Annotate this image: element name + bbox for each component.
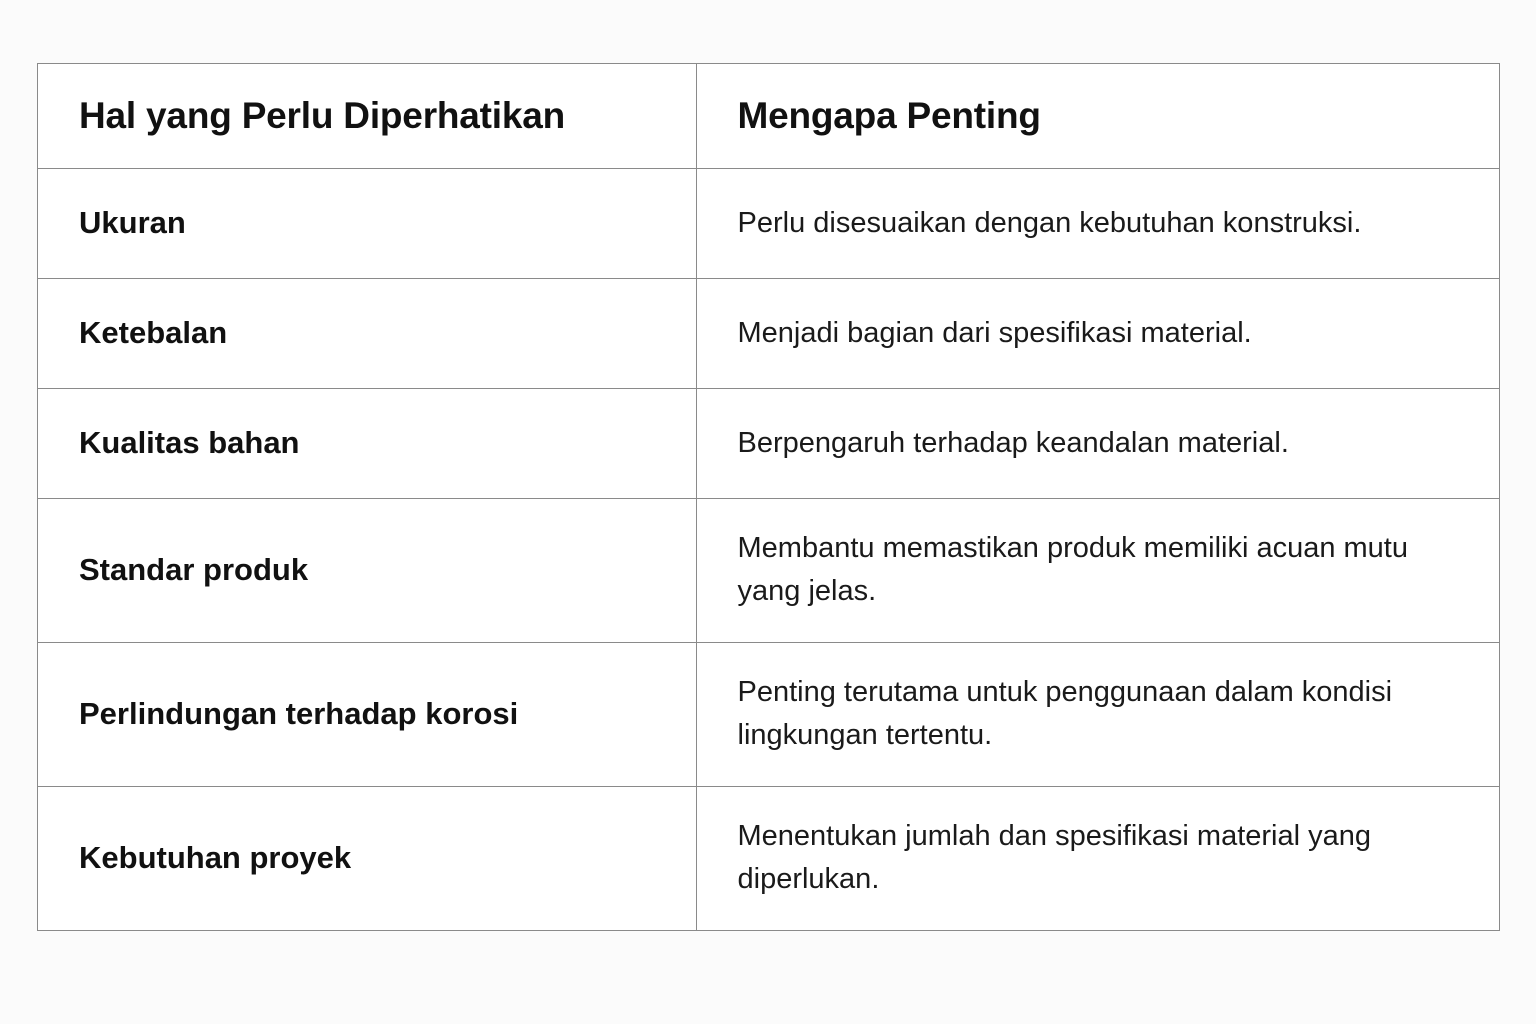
item-cell (38, 642, 696, 786)
item-text: Ukuran (79, 205, 186, 240)
reason-cell (696, 786, 1499, 930)
reason-text: Berpengaruh terhadap keandalan material. (737, 426, 1289, 459)
item-cell (38, 498, 696, 642)
item-cell (38, 278, 696, 388)
item-cell (38, 168, 696, 278)
table-header-row (38, 64, 1499, 168)
item-text: Kebutuhan proyek (79, 840, 352, 876)
column-header-reason (696, 64, 1499, 168)
table-row (38, 388, 1499, 498)
table-row (38, 278, 1499, 388)
column-header-reason-label: Mengapa Penting (737, 94, 1041, 136)
table-row (38, 642, 1499, 786)
reason-text: Membantu memastikan produk memiliki acuan mutu yang jelas. (737, 532, 1408, 607)
item-cell (38, 388, 696, 498)
table-row (38, 786, 1499, 930)
table-row (38, 498, 1499, 642)
item-text: Ketebalan (79, 315, 228, 350)
table-row (38, 168, 1499, 278)
reason-text: Menjadi bagian dari spesifikasi material. (737, 316, 1252, 349)
reason-text: Menentukan jumlah dan spesifikasi material yang diperlukan. (737, 820, 1372, 896)
reason-cell (696, 278, 1499, 388)
item-text: Perlindungan terhadap korosi (79, 696, 519, 731)
reason-text: Penting terutama untuk penggunaan dalam kondisi lingkungan tertentu. (737, 676, 1393, 751)
item-cell (38, 786, 696, 930)
column-header-item-label: Hal yang Perlu Diperhatikan (79, 94, 566, 136)
item-text: Kualitas bahan (79, 425, 300, 460)
column-header-item (38, 64, 696, 168)
reason-cell (696, 388, 1499, 498)
reason-text: Perlu disesuaikan dengan kebutuhan konstruksi. (737, 206, 1362, 239)
item-text: Standar produk (79, 552, 309, 587)
reason-cell (696, 642, 1499, 786)
table (38, 64, 1499, 930)
reason-cell (696, 498, 1499, 642)
considerations-table (37, 63, 1500, 931)
reason-cell (696, 168, 1499, 278)
